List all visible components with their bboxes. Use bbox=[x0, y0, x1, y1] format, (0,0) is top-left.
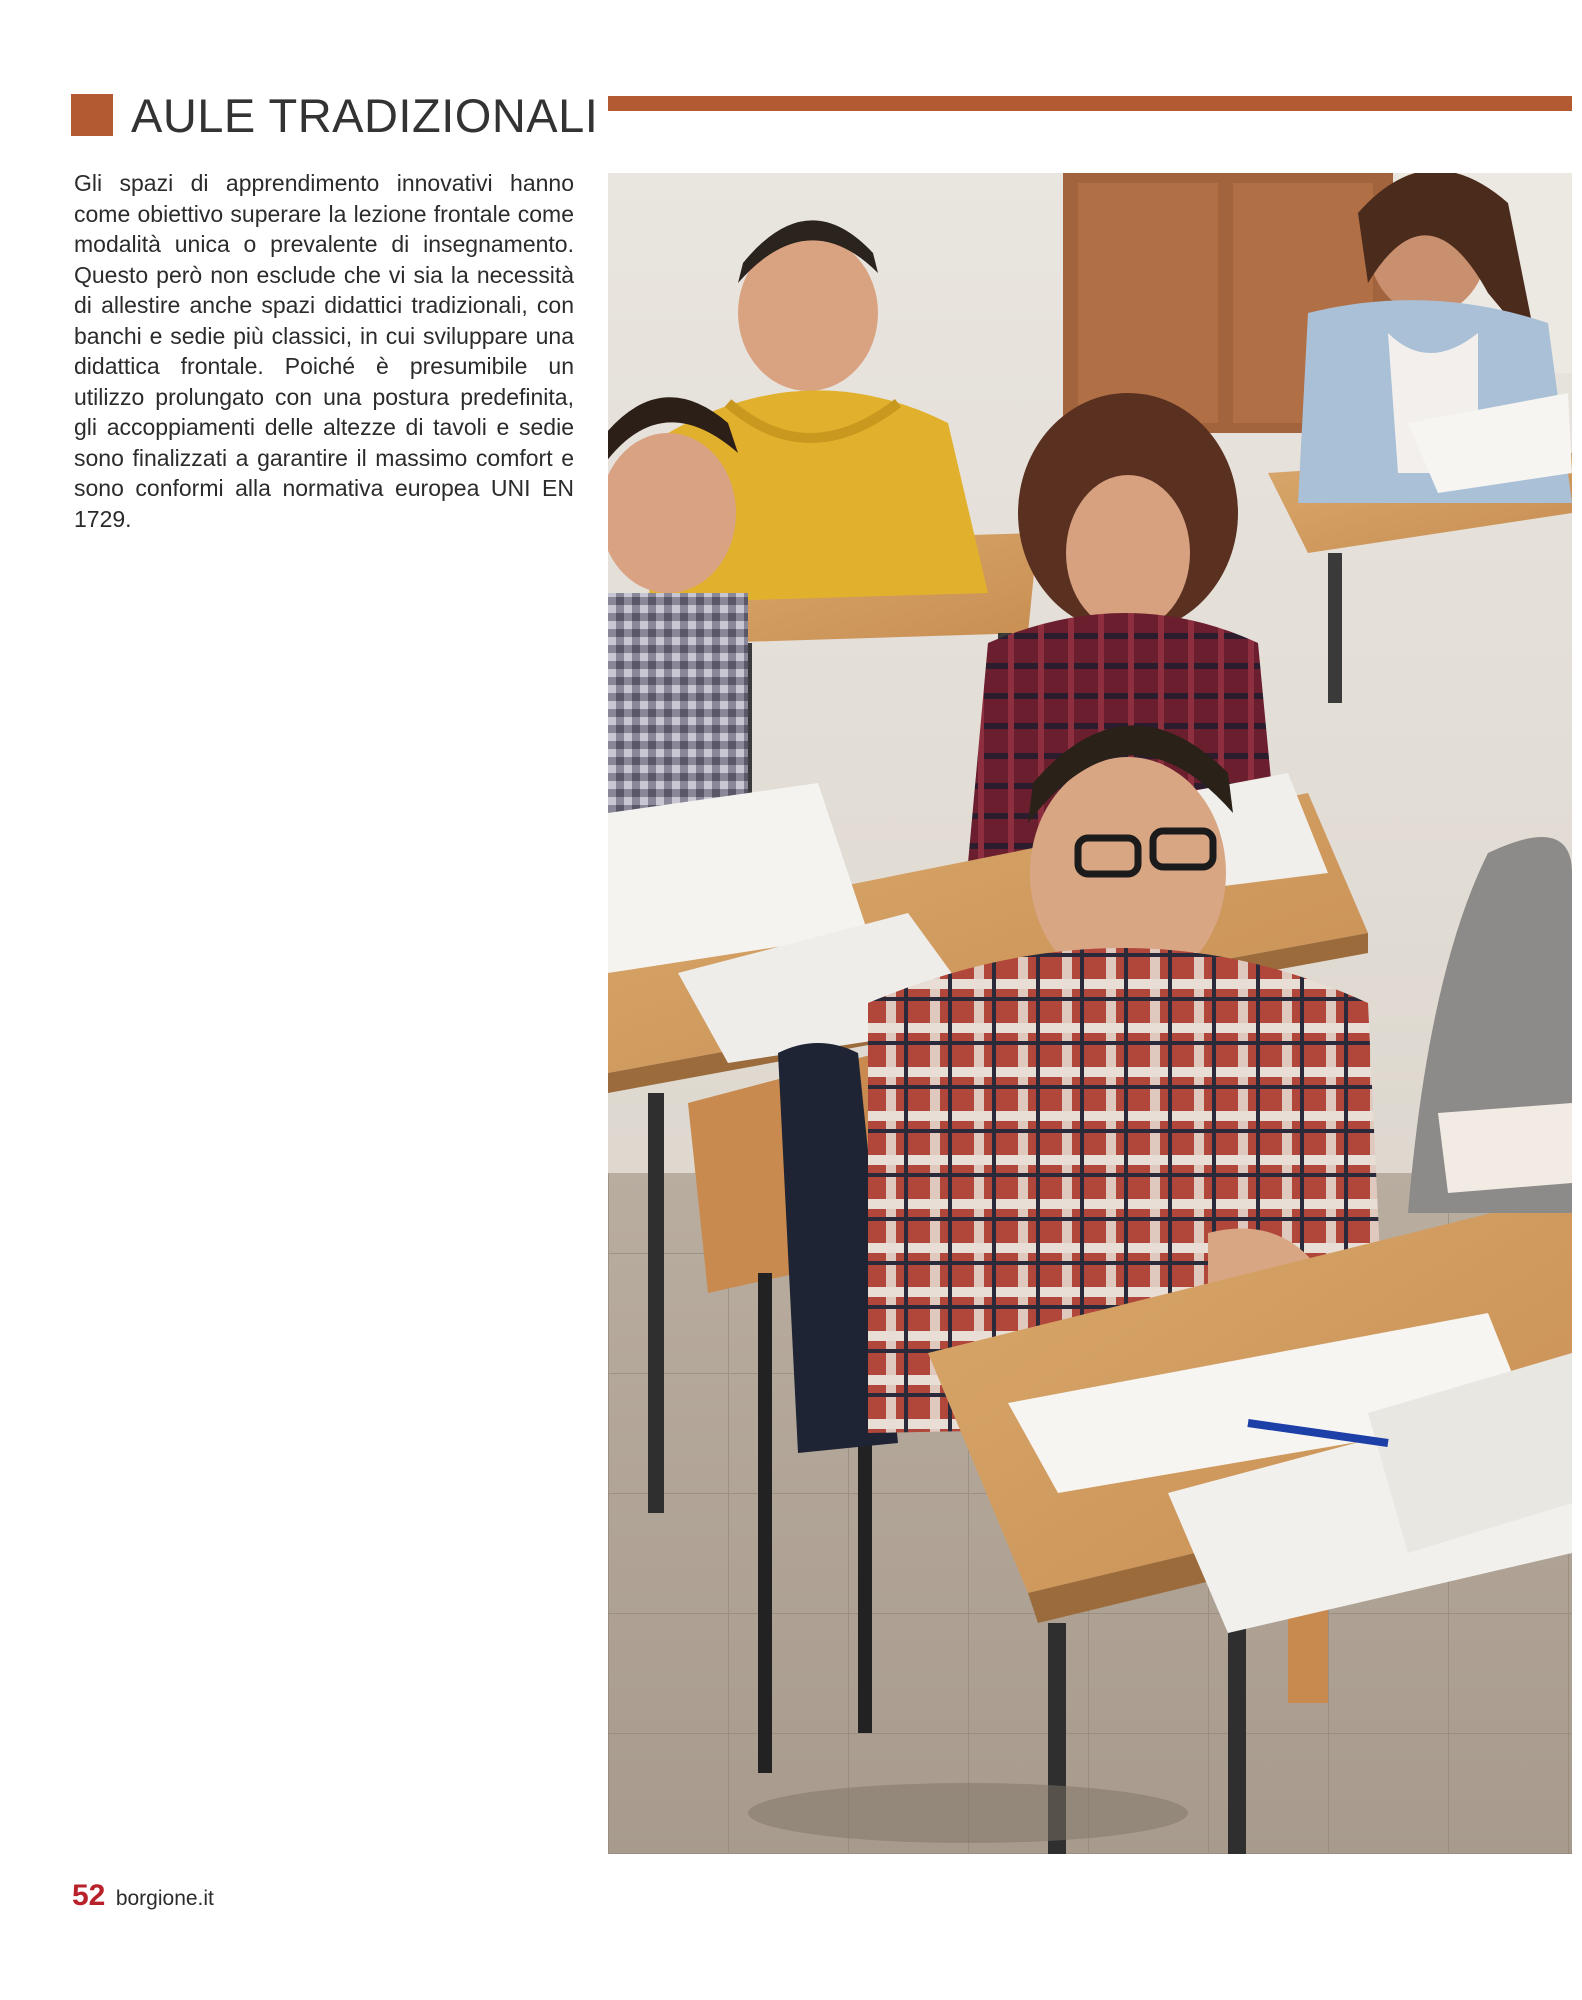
page-number: 52 bbox=[72, 1879, 106, 1912]
page-footer bbox=[72, 1878, 214, 1919]
title-accent-rule bbox=[608, 96, 1572, 111]
page-title: AULE TRADIZIONALI bbox=[131, 89, 599, 142]
title-accent-square bbox=[71, 94, 113, 136]
classroom-students-photo bbox=[608, 173, 1572, 1854]
intro-paragraph: Gli spazi di apprendimento innovativi hanno come obiettivo superare la lezione frontale come modalità unica o prevalente di insegnamento. Questo però non esclude che vi sia la necessità di allestire anche spazi didattici tradizionali, con banchi e sedie più classici, in cui sviluppare una didattica frontale. Poiché è presumibile un utilizzo prolungato con una postura predefinita, gli accoppiamenti delle altezze di tavoli e sedie sono finalizzati a garantire il massimo comfort e sono conformi alla normativa europea UNI EN 1729. bbox=[74, 170, 574, 532]
footer-website: borgione.it bbox=[115, 1887, 214, 1910]
